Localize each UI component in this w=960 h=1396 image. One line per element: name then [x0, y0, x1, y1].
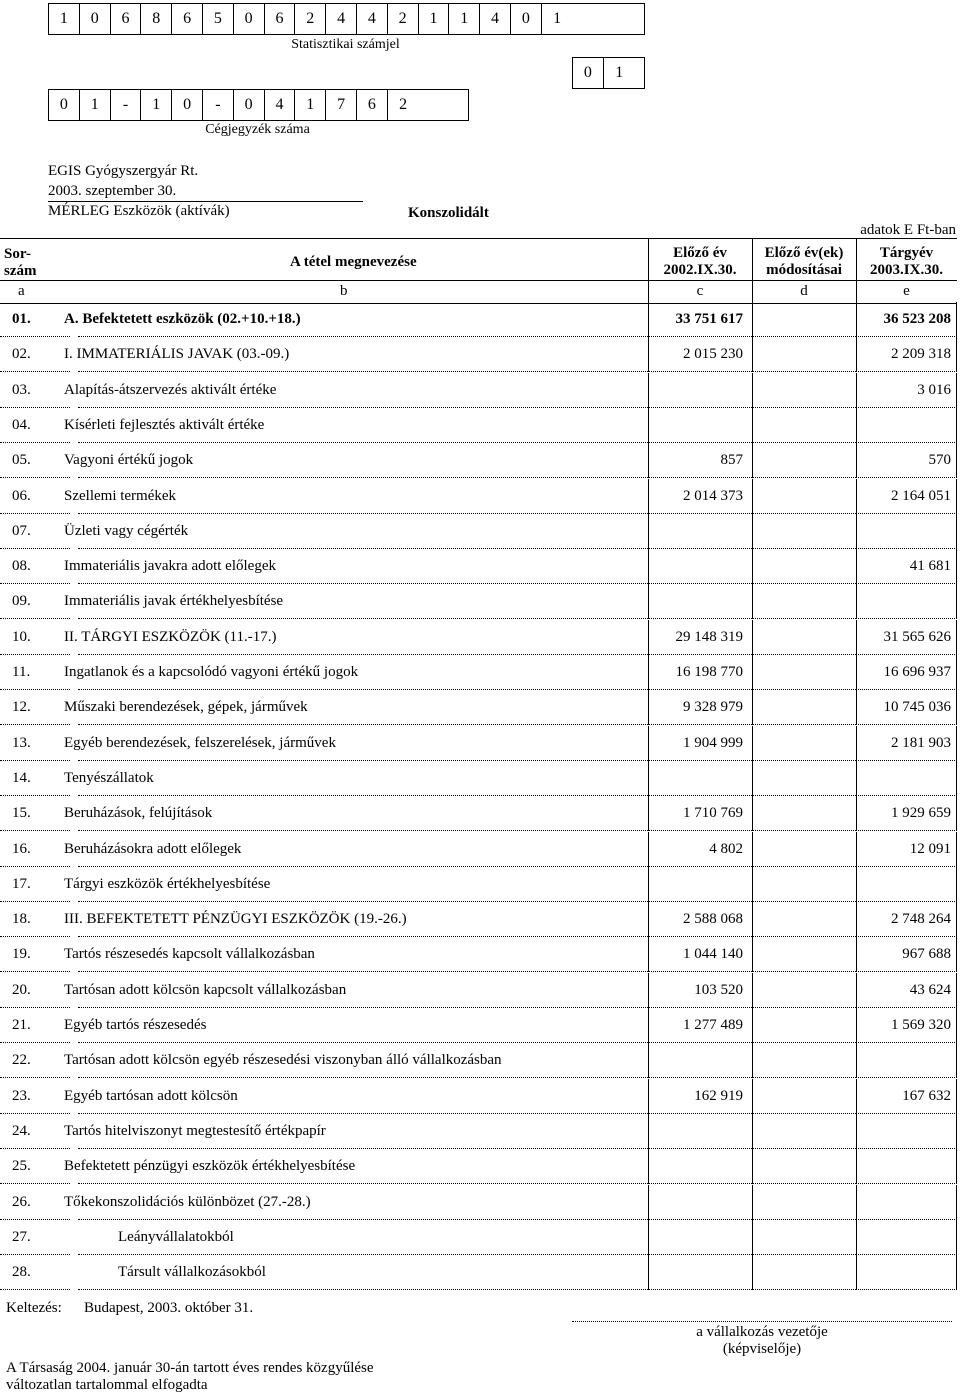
table-row: [0, 302, 957, 337]
row-column-divider: [956, 690, 957, 725]
row-number: 15.: [12, 805, 31, 822]
row-number: 19.: [12, 946, 31, 963]
digit-cell: 0: [172, 90, 203, 120]
table-row: [0, 1114, 957, 1149]
row-column-divider: [648, 408, 649, 443]
row-current-year-value: 167 632: [902, 1087, 951, 1104]
row-column-divider: [752, 584, 753, 619]
row-column-divider: [856, 761, 857, 796]
row-label: Egyéb berendezések, felszerelések, járművek: [64, 734, 336, 751]
digit-cell: 2: [295, 4, 326, 34]
digit-cell: 1: [49, 4, 80, 34]
row-current-year-value: 10 745 036: [883, 699, 951, 716]
unit-label: adatok E Ft-ban: [860, 222, 956, 238]
row-label: Szellemi termékek: [64, 487, 177, 504]
header-prev-year-date: 2002.IX.30.: [663, 262, 737, 278]
row-label: Beruházásokra adott előlegek: [64, 840, 242, 857]
row-column-divider: [648, 690, 649, 725]
row-column-divider: [856, 796, 857, 831]
row-current-year-value: 16 696 937: [883, 664, 951, 680]
digit-cell: 6: [265, 4, 296, 34]
table-row: [0, 761, 957, 796]
row-number: 17.: [12, 875, 31, 892]
row-column-divider: [856, 1008, 857, 1043]
table-row: [0, 902, 957, 937]
row-column-divider: [856, 337, 857, 372]
row-column-divider: [752, 973, 753, 1008]
row-column-divider: [648, 1079, 649, 1114]
digit-cell: 4: [265, 90, 296, 120]
row-column-divider: [752, 302, 753, 337]
row-column-divider: [752, 514, 753, 549]
row-column-divider: [856, 726, 857, 761]
row-column-divider: [648, 549, 649, 584]
row-column-divider: [956, 761, 957, 796]
row-current-year-value: 43 624: [909, 981, 951, 998]
row-column-divider: [648, 973, 649, 1008]
row-prev-year-value: 162 919: [694, 1087, 743, 1104]
row-column-divider: [956, 726, 957, 761]
row-column-divider: [648, 1185, 649, 1220]
table-row: [0, 373, 957, 408]
row-label: Egyéb tartós részesedés: [64, 1017, 207, 1033]
row-column-divider: [648, 584, 649, 619]
row-column-divider: [752, 726, 753, 761]
row-column-divider: [752, 1008, 753, 1043]
row-column-divider: [956, 867, 957, 902]
row-current-year-value: 41 681: [909, 558, 951, 575]
row-label: Leányvállalatokból: [118, 1228, 234, 1245]
row-prev-year-value: 9 328 979: [683, 699, 743, 716]
row-column-divider: [752, 832, 753, 867]
col-letter-c: c: [696, 283, 704, 299]
row-current-year-value: 1 569 320: [891, 1017, 951, 1033]
row-prev-year-value: 2 014 373: [683, 487, 743, 504]
table-row: [0, 1008, 957, 1043]
row-label: Tartós hitelviszonyt megtestesítő értékpapír: [64, 1122, 326, 1139]
row-column-divider: [856, 1149, 857, 1184]
table-row: [0, 1079, 957, 1114]
row-column-divider: [956, 902, 957, 937]
digit-cell: 4: [480, 4, 511, 34]
row-column-divider: [648, 1043, 649, 1078]
row-column-divider: [856, 832, 857, 867]
row-column-divider: [856, 408, 857, 443]
row-column-divider: [648, 761, 649, 796]
row-column-divider: [856, 902, 857, 937]
row-number: 18.: [12, 911, 31, 928]
header-modifications: Előző év(ek): [764, 245, 844, 261]
row-column-divider: [956, 1079, 957, 1114]
row-number: 10.: [12, 628, 31, 645]
row-number: 21.: [12, 1017, 31, 1033]
digit-cell: 0: [573, 58, 604, 88]
row-number: 26.: [12, 1193, 31, 1210]
row-column-divider: [956, 832, 957, 867]
row-column-divider: [752, 1079, 753, 1114]
row-number: 01.: [12, 311, 31, 327]
row-column-divider: [856, 479, 857, 514]
row-number: 20.: [12, 981, 31, 998]
row-number: 14.: [12, 769, 31, 786]
row-column-divider: [752, 796, 753, 831]
row-column-divider: [956, 1149, 957, 1184]
row-column-divider: [856, 373, 857, 408]
row-column-divider: [752, 1114, 753, 1149]
row-column-divider: [856, 514, 857, 549]
row-label: III. BEFEKTETETT PÉNZÜGYI ESZKÖZÖK (19.-26.): [64, 911, 407, 928]
row-column-divider: [956, 408, 957, 443]
table-row: [0, 408, 957, 443]
row-number: 25.: [12, 1158, 31, 1175]
consolidation-type: Konszolidált: [408, 205, 489, 221]
row-dotted-line: [856, 1289, 957, 1290]
row-column-divider: [856, 690, 857, 725]
row-label: Befektetett pénzügyi eszközök értékhelyesbítése: [64, 1158, 356, 1175]
row-column-divider: [856, 973, 857, 1008]
row-prev-year-value: 33 751 617: [675, 311, 743, 327]
row-label: Tartósan adott kölcsön egyéb részesedési viszonyban álló vállalkozásban: [64, 1052, 502, 1069]
digit-cell: 0: [234, 4, 265, 34]
row-column-divider: [956, 655, 957, 690]
header-sorszam: Sor-: [4, 246, 31, 262]
row-column-divider: [956, 1008, 957, 1043]
row-column-divider: [648, 1149, 649, 1184]
digit-cell: 4: [357, 4, 388, 34]
row-label: Ingatlanok és a kapcsolódó vagyoni értékű jogok: [64, 664, 359, 680]
row-current-year-value: 2 181 903: [891, 734, 951, 751]
row-column-divider: [956, 620, 957, 655]
row-column-divider: [956, 302, 957, 337]
row-number: 11.: [12, 664, 31, 680]
row-prev-year-value: 1 710 769: [683, 805, 743, 822]
row-column-divider: [956, 373, 957, 408]
row-column-divider: [856, 867, 857, 902]
table-row: [0, 796, 957, 831]
row-column-divider: [956, 1220, 957, 1255]
digit-cell: 1: [80, 90, 111, 120]
row-column-divider: [856, 1043, 857, 1078]
row-column-divider: [752, 373, 753, 408]
row-current-year-value: 570: [928, 452, 951, 469]
sheet-title: MÉRLEG Eszközök (aktívák): [48, 203, 230, 219]
row-number: 12.: [12, 699, 31, 716]
balance-table-body: [0, 302, 957, 1292]
row-column-divider: [648, 479, 649, 514]
row-dotted-line: [752, 1289, 856, 1290]
row-column-divider: [956, 337, 957, 372]
row-label: Üzleti vagy cégérték: [64, 522, 189, 539]
row-number: 08.: [12, 558, 31, 575]
row-label: Műszaki berendezések, gépek, járművek: [64, 699, 308, 716]
row-current-year-value: 2 748 264: [891, 911, 951, 928]
row-column-divider: [648, 655, 649, 690]
row-number: 05.: [12, 452, 31, 469]
row-prev-year-value: 29 148 319: [675, 628, 743, 645]
stat-number-boxes: [48, 3, 645, 35]
row-column-divider: [752, 1185, 753, 1220]
row-column-divider: [956, 937, 957, 972]
row-number: 04.: [12, 416, 31, 433]
row-column-divider: [752, 1255, 753, 1290]
row-label: Tőkekonszolidációs különbözet (27.-28.): [64, 1193, 311, 1210]
row-label: Vagyoni értékű jogok: [64, 452, 194, 469]
row-prev-year-value: 16 198 770: [675, 664, 743, 680]
row-column-divider: [956, 1255, 957, 1290]
row-column-divider: [752, 549, 753, 584]
digit-cell: 5: [203, 4, 234, 34]
row-current-year-value: 2 164 051: [891, 487, 951, 504]
col-letter-a: a: [18, 283, 25, 299]
table-row: [0, 584, 957, 619]
digit-cell: 8: [141, 4, 172, 34]
digit-cell: 0: [80, 4, 111, 34]
table-row: [0, 1255, 957, 1290]
row-number: 24.: [12, 1122, 31, 1139]
row-prev-year-value: 2 015 230: [683, 346, 743, 363]
digit-cell: 1: [419, 4, 450, 34]
row-current-year-value: 3 016: [917, 381, 951, 398]
header-modifications-2: módosításai: [766, 262, 842, 278]
row-column-divider: [856, 1185, 857, 1220]
row-number: 07.: [12, 522, 31, 539]
row-column-divider: [648, 337, 649, 372]
row-current-year-value: 31 565 626: [883, 628, 951, 645]
row-label: Tartós részesedés kapcsolt vállalkozásban: [64, 946, 315, 963]
table-row: [0, 1185, 957, 1220]
row-column-divider: [956, 549, 957, 584]
dated-label: Keltezés:: [6, 1300, 62, 1316]
row-dotted-line: [0, 1289, 70, 1290]
row-label: Immateriális javakra adott előlegek: [64, 558, 276, 575]
row-number: 28.: [12, 1264, 31, 1281]
row-column-divider: [648, 1255, 649, 1290]
digit-cell: 1: [295, 90, 326, 120]
row-column-divider: [752, 902, 753, 937]
row-column-divider: [752, 761, 753, 796]
row-prev-year-value: 103 520: [694, 981, 743, 998]
row-column-divider: [752, 479, 753, 514]
signature-subtitle: (képviselője): [722, 1341, 802, 1357]
table-row: [0, 867, 957, 902]
row-number: 23.: [12, 1087, 31, 1104]
report-date: 2003. szeptember 30.: [48, 183, 177, 199]
row-column-divider: [752, 408, 753, 443]
table-row: [0, 620, 957, 655]
header-item-name: A tétel megnevezése: [290, 254, 417, 270]
consolidation-code-boxes: [572, 57, 645, 89]
row-number: 06.: [12, 487, 31, 504]
row-column-divider: [856, 655, 857, 690]
row-column-divider: [648, 443, 649, 478]
row-column-divider: [856, 1220, 857, 1255]
row-column-divider: [648, 902, 649, 937]
row-current-year-value: 1 929 659: [891, 805, 951, 822]
digit-cell: 6: [111, 4, 142, 34]
digit-cell: -: [111, 90, 142, 120]
row-column-divider: [648, 1220, 649, 1255]
digit-cell: 0: [234, 90, 265, 120]
stat-number-caption: Statisztikai számjel: [291, 37, 400, 52]
signature-line: [572, 1321, 952, 1322]
table-row: [0, 726, 957, 761]
row-label: II. TÁRGYI ESZKÖZÖK (11.-17.): [64, 628, 277, 645]
row-column-divider: [956, 443, 957, 478]
row-number: 27.: [12, 1228, 31, 1245]
digit-cell: -: [203, 90, 234, 120]
row-label: Kísérleti fejlesztés aktivált értéke: [64, 416, 265, 433]
row-label: Társult vállalkozásokból: [118, 1264, 266, 1281]
row-column-divider: [752, 1220, 753, 1255]
col-letter-d: d: [800, 283, 808, 299]
digit-cell: 0: [511, 4, 542, 34]
row-prev-year-value: 1 044 140: [683, 946, 743, 963]
row-column-divider: [752, 690, 753, 725]
row-label: Tenyészállatok: [64, 769, 154, 786]
row-column-divider: [956, 796, 957, 831]
row-column-divider: [648, 937, 649, 972]
row-current-year-value: 967 688: [902, 946, 951, 963]
digit-cell: 4: [326, 4, 357, 34]
row-number: 03.: [12, 381, 31, 398]
table-row: [0, 549, 957, 584]
digit-cell: 2: [388, 4, 419, 34]
row-column-divider: [752, 867, 753, 902]
row-label: Immateriális javak értékhelyesbítése: [64, 593, 284, 610]
approval-note-1: A Társaság 2004. január 30-án tartott éves rendes közgyűlése: [6, 1360, 374, 1376]
row-column-divider: [856, 1079, 857, 1114]
row-column-divider: [856, 1255, 857, 1290]
digit-cell: 7: [326, 90, 357, 120]
digit-cell: 1: [449, 4, 480, 34]
table-row: [0, 690, 957, 725]
row-label: Alapítás-átszervezés aktivált értéke: [64, 381, 277, 398]
table-row: [0, 973, 957, 1008]
registry-number-caption: Cégjegyzék száma: [205, 122, 310, 137]
row-column-divider: [752, 937, 753, 972]
row-column-divider: [752, 620, 753, 655]
row-number: 02.: [12, 346, 31, 363]
row-prev-year-value: 1 904 999: [683, 734, 743, 751]
row-current-year-value: 12 091: [909, 840, 951, 857]
row-dotted-line: [78, 1289, 648, 1290]
row-label: Tartósan adott kölcsön kapcsolt vállalkozásban: [64, 981, 347, 998]
row-label: I. IMMATERIÁLIS JAVAK (03.-09.): [64, 346, 290, 363]
table-row: [0, 514, 957, 549]
table-row: [0, 337, 957, 372]
header-current-year: Tárgyév: [879, 245, 934, 261]
row-column-divider: [648, 1008, 649, 1043]
digit-cell: 6: [172, 4, 203, 34]
digit-cell: 2: [399, 96, 408, 113]
row-number: 16.: [12, 840, 31, 857]
row-column-divider: [956, 584, 957, 619]
row-column-divider: [956, 1043, 957, 1078]
table-row: [0, 832, 957, 867]
header-prev-year: Előző év: [673, 245, 727, 261]
row-column-divider: [648, 832, 649, 867]
row-prev-year-value: 1 277 489: [683, 1017, 743, 1033]
row-number: 09.: [12, 593, 31, 610]
row-prev-year-value: 4 802: [709, 840, 743, 857]
row-column-divider: [956, 973, 957, 1008]
row-column-divider: [752, 337, 753, 372]
dated-value: Budapest, 2003. október 31.: [84, 1300, 254, 1316]
table-row: [0, 655, 957, 690]
digit-cell: 1: [141, 90, 172, 120]
row-column-divider: [856, 620, 857, 655]
row-column-divider: [956, 1114, 957, 1149]
row-column-divider: [648, 867, 649, 902]
table-header: [0, 238, 957, 304]
row-label: Tárgyi eszközök értékhelyesbítése: [64, 875, 271, 892]
header-divider: [0, 280, 957, 281]
row-column-divider: [648, 796, 649, 831]
digit-cell: 6: [357, 90, 388, 120]
row-column-divider: [648, 302, 649, 337]
col-letter-b: b: [340, 283, 348, 299]
digit-cell: 1: [615, 64, 624, 81]
row-column-divider: [648, 726, 649, 761]
row-dotted-line: [648, 1289, 752, 1290]
row-column-divider: [856, 937, 857, 972]
row-column-divider: [856, 443, 857, 478]
table-row: [0, 1220, 957, 1255]
signature-title: a vállalkozás vezetője: [696, 1324, 828, 1340]
digit-cell: 1: [553, 10, 562, 27]
row-current-year-value: 2 209 318: [891, 346, 951, 363]
row-label: A. Befektetett eszközök (02.+10.+18.): [64, 311, 301, 327]
table-row: [0, 1043, 957, 1078]
digit-cell: 0: [49, 90, 80, 120]
row-column-divider: [956, 1185, 957, 1220]
row-current-year-value: 36 523 208: [883, 311, 951, 327]
table-row: [0, 479, 957, 514]
company-name: EGIS Gyógyszergyár Rt.: [48, 163, 199, 179]
row-number: 13.: [12, 734, 31, 751]
row-label: Beruházások, felújítások: [64, 805, 213, 822]
row-column-divider: [648, 1114, 649, 1149]
row-column-divider: [648, 514, 649, 549]
row-column-divider: [648, 620, 649, 655]
row-label: Egyéb tartósan adott kölcsön: [64, 1087, 238, 1104]
row-column-divider: [752, 655, 753, 690]
table-row: [0, 443, 957, 478]
row-column-divider: [648, 373, 649, 408]
row-column-divider: [856, 584, 857, 619]
header-current-year-date: 2003.IX.30.: [870, 262, 943, 278]
col-letter-e: e: [903, 283, 910, 299]
table-row: [0, 937, 957, 972]
table-row: [0, 1149, 957, 1184]
approval-note-2: változatlan tartalommal elfogadta: [6, 1377, 208, 1393]
row-number: 22.: [12, 1052, 31, 1069]
row-column-divider: [752, 1043, 753, 1078]
row-prev-year-value: 2 588 068: [683, 911, 743, 928]
row-column-divider: [752, 443, 753, 478]
row-column-divider: [956, 514, 957, 549]
row-column-divider: [956, 479, 957, 514]
row-column-divider: [856, 1114, 857, 1149]
row-column-divider: [856, 302, 857, 337]
header-sorszam: szám: [4, 263, 37, 279]
row-column-divider: [752, 1149, 753, 1184]
registry-number-boxes: [48, 89, 469, 121]
row-column-divider: [856, 549, 857, 584]
sheet-title-underline: [48, 201, 363, 202]
row-prev-year-value: 857: [720, 452, 743, 469]
